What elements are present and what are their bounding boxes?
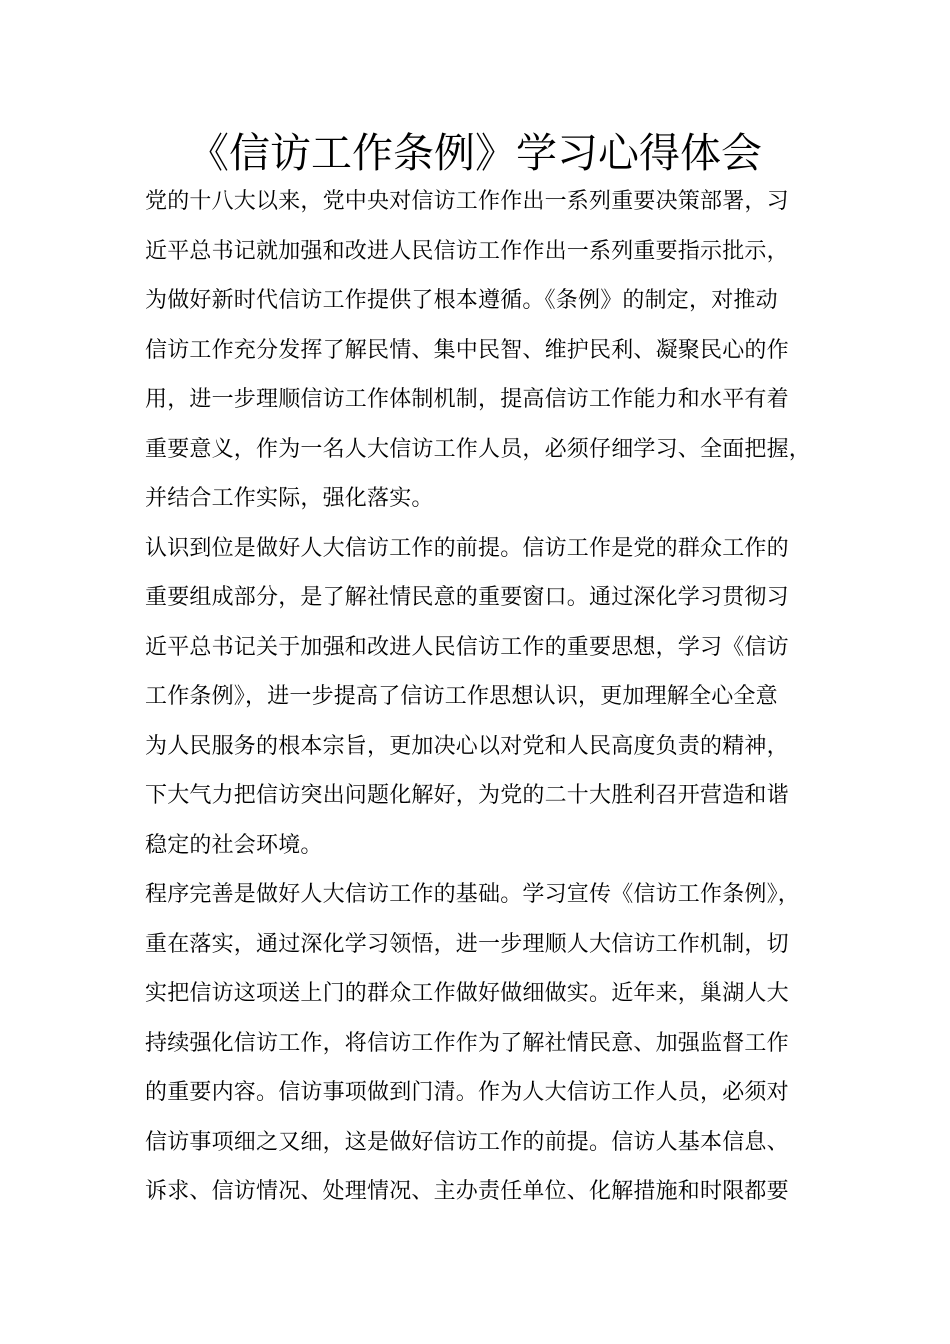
- text-line: 并结合工作实际，强化落实。: [145, 486, 434, 511]
- text-line: 用，进一步理顺信访工作体制机制，提高信访工作能力和水平有着: [145, 387, 789, 412]
- text-line: 重要意义，作为一名人大信访工作人员，必须仔细学习、全面把握，: [145, 436, 812, 462]
- text-line: 为人民服务的根本宗旨，更加决心以对党和人民高度负责的精神，: [145, 733, 789, 759]
- text-line: 信访事项细之又细，这是做好信访工作的前提。信访人基本信息、: [145, 1129, 789, 1155]
- text-line: 持续强化信访工作，将信访工作作为了解社情民意、加强监督工作: [145, 1030, 789, 1056]
- text-line: 信访工作充分发挥了解民情、集中民智、维护民利、凝聚民心的作: [145, 337, 789, 363]
- text-line: 诉求、信访情况、处理情况、主办责任单位、化解措施和时限都要: [145, 1179, 789, 1204]
- text-line: 下大气力把信访突出问题化解好，为党的二十大胜利召开营造和谐: [145, 783, 789, 808]
- text-line: 工作条例》，进一步提高了信访工作思想认识，更加理解全心全意: [145, 684, 778, 709]
- text-line: 近平总书记就加强和改进人民信访工作作出一系列重要指示批示，: [145, 238, 789, 264]
- text-line: 为做好新时代信访工作提供了根本遵循。《条例》的制定，对推动: [145, 288, 778, 313]
- text-line: 近平总书记关于加强和改进人民信访工作的重要思想，学习《信访: [145, 634, 789, 660]
- text-line: 实把信访这项送上门的群众工作做好做细做实。近年来，巢湖人大: [145, 981, 789, 1006]
- text-line: 党的十八大以来，党中央对信访工作作出一系列重要决策部署，习: [145, 189, 789, 214]
- document-title: 《信访工作条例》学习心得体会: [188, 129, 762, 177]
- text-line: 程序完善是做好人大信访工作的基础。学习宣传《信访工作条例》，: [145, 882, 801, 907]
- text-line: 重要组成部分，是了解社情民意的重要窗口。通过深化学习贯彻习: [145, 585, 789, 610]
- text-line: 认识到位是做好人大信访工作的前提。信访工作是党的群众工作的: [145, 535, 789, 561]
- text-line: 重在落实，通过深化学习领悟，进一步理顺人大信访工作机制，切: [145, 931, 789, 957]
- text-line: 稳定的社会环境。: [145, 832, 323, 858]
- text-line: 的重要内容。信访事项做到门清。作为人大信访工作人员，必须对: [145, 1080, 789, 1105]
